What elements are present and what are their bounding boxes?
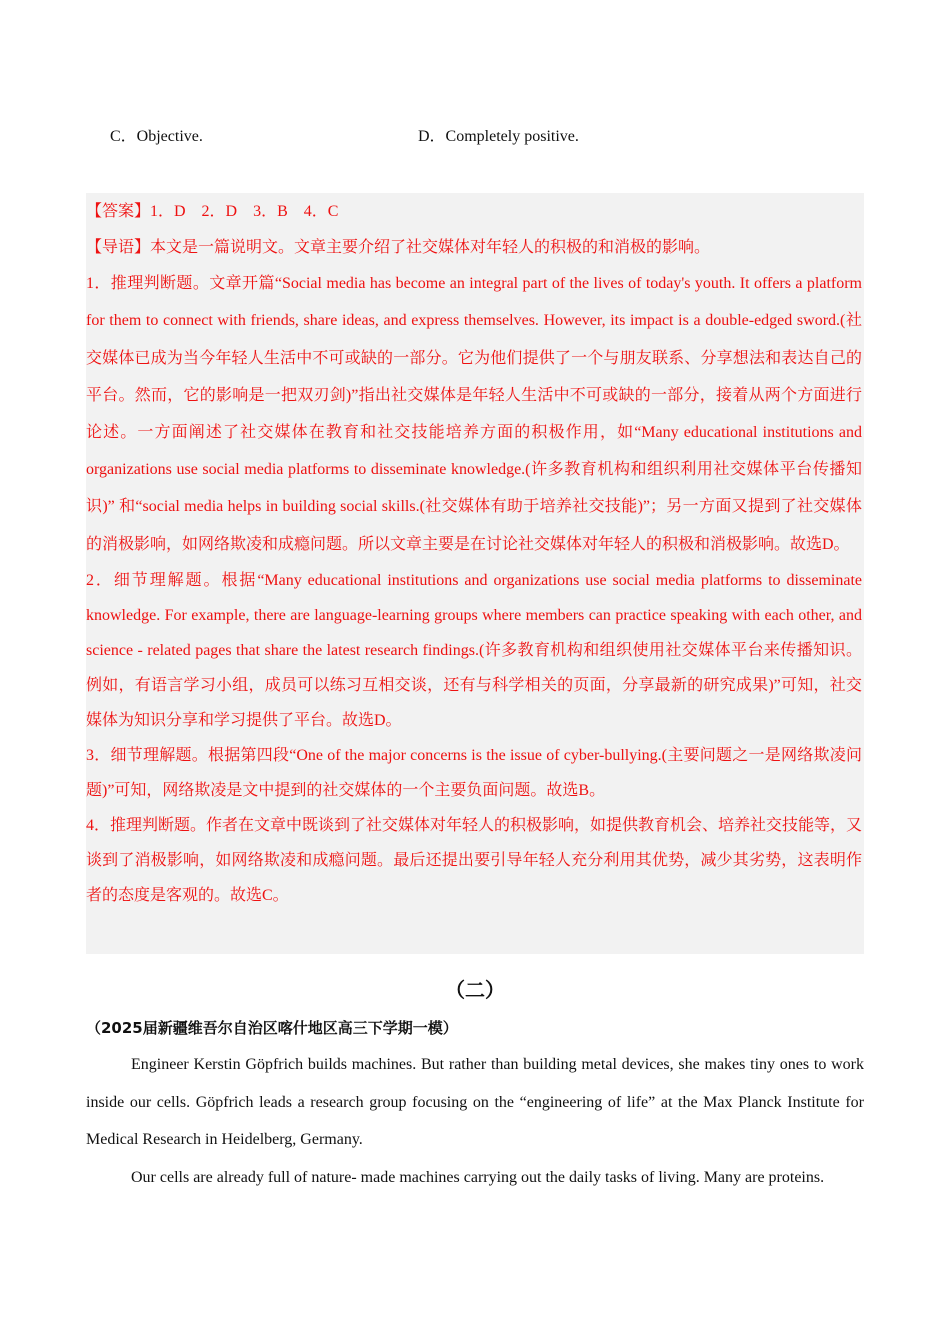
section-title: （二）	[445, 978, 505, 1002]
explanation-1: 1．推理判断题。文章开篇“Social media has become an integral part of the lives of today's youth. It offers a platform for them to connect with friends, share ideas, and express themselves. However, its impact is a double-edged sword.(社交媒体已成为当今年轻人生活中不可或缺的一部分。它为他们提供了一个与朋友联系、分享想法和表达自己的平台。然而，它的影响是一把双刃剑)”指出社交媒体是年轻人生活中不可或缺的一部分，接着从两个方面进行论述。一方面阐述了社交媒体在教育和社交技能培养方面的积极作用，如“Many educational institutions and organizations use social media platforms to disseminate knowledge.(许多教育机构和组织利用社交媒体平台传播知识)” 和“social media helps in building social skills.(社交媒体有助于培养社交技能)”；另一方面又提到了社交媒体的消极影响，如网络欺凌和成瘾问题。所以文章主要是在讨论社交媒体对年轻人的积极和消极影响。故选D。	[86, 275, 862, 553]
option-c: C．Objective.	[110, 128, 203, 145]
answer-key: 【答案】1．D 2．D 3．B 4．C	[86, 203, 339, 220]
passage-paragraph-1: Engineer Kerstin Göpfrich builds machines. But rather than building metal devices, she makes tiny ones to work inside our cells. Göpfrich leads a research group focusing on the “engineering of life” at the Max Planck Institute for Medical Research in Heidelberg, Germany.	[86, 1056, 864, 1148]
option-d: D．Completely positive.	[418, 128, 579, 145]
passage-paragraph-2: Our cells are already full of nature- made machines carrying out the daily tasks of living. Many are proteins.	[131, 1168, 825, 1186]
explanation-4: 4．推理判断题。作者在文章中既谈到了社交媒体对年轻人的积极影响，如提供教育机会、培养社交技能等，又谈到了消极影响，如网络欺凌和成瘾问题。最后还提出要引导年轻人充分利用其优势，减少其劣势，这表明作者的态度是客观的。故选C。	[86, 816, 863, 904]
explanation-3: 3．细节理解题。根据第四段“One of the major concerns is the issue of cyber-bullying.(主要问题之一是网络欺凌问题)”可知，网络欺凌是文中提到的社交媒体的一个主要负面问题。故选B。	[86, 746, 862, 799]
explanation-2: 2．细节理解题。根据“Many educational institutions and organizations use social media platforms to disseminate knowledge. For example, there are language-learning groups where members can practice speaking with each other, and science - related pages that share the latest research findings.(许多教育机构和组织使用社交媒体平台来传播知识。例如，有语言学习小组，成员可以练习互相交谈，还有与科学相关的页面，分享最新的研究成果)”可知，社交媒体为知识分享和学习提供了平台。故选D。	[86, 571, 862, 729]
answer-explanation-box	[86, 193, 864, 954]
passage-source: （2025届新疆维吾尔自治区喀什地区高三下学期一模）	[86, 1019, 458, 1037]
reading-passage	[86, 1046, 864, 1196]
guide-text: 【导语】本文是一篇说明文。文章主要介绍了社交媒体对年轻人的积极的和消极的影响。	[86, 239, 711, 257]
